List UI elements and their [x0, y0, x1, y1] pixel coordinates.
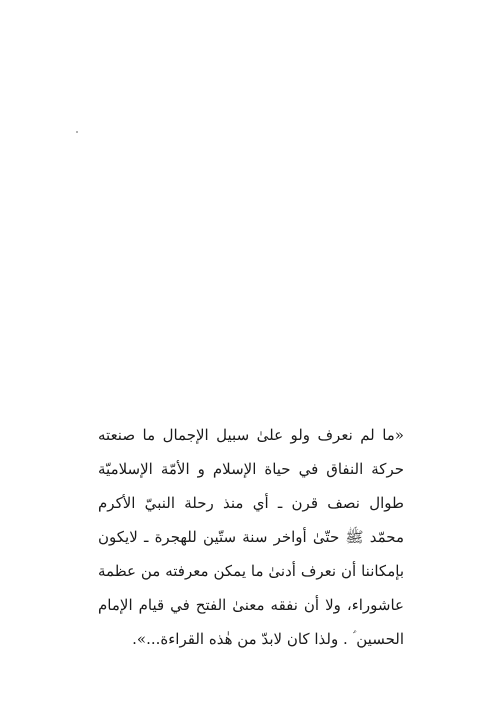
quote-line: حركة النفاق في حياة الإسلام و الأمّة الإسلاميّة [98, 460, 404, 478]
quote-line: عاشوراء، ولا أن نفقه معنىٰ الفتح في قيام الإمام [98, 596, 404, 614]
quote-line-last: الحسين ؑ . ولذا كان لابدّ من هٰذه القراءة...». [132, 630, 404, 648]
quote-line: محمّد ﷺ حتّىٰ أواخر سنة ستّين للهجرة ـ لايكون [98, 528, 404, 546]
quote-line: بإمكاننا أن نعرف أدنىٰ ما يمكن معرفته من عظمة [98, 562, 404, 580]
scan-speck [76, 131, 78, 133]
quote-line: «ما لم نعرف ولو علىٰ سبيل الإجمال ما صنعته [98, 426, 404, 444]
quote-paragraph [98, 418, 404, 656]
quote-line: طوال نصف قرن ـ أي منذ رحلة النبيّ الأكرم [98, 494, 404, 512]
